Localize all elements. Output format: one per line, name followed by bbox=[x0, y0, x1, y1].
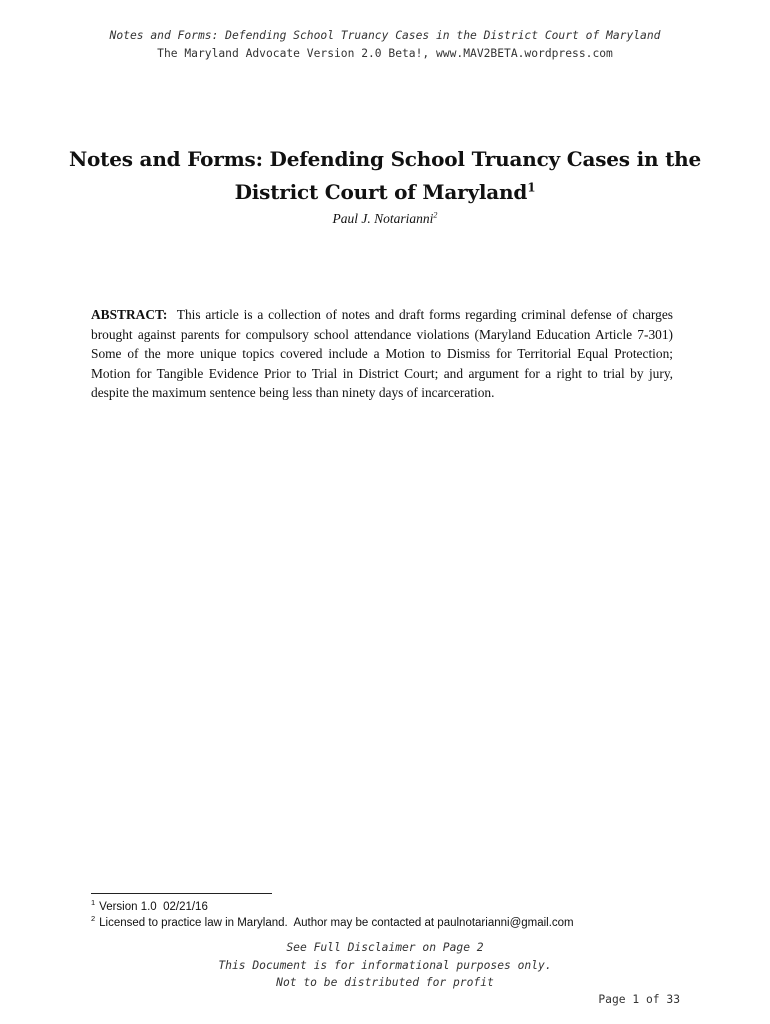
author-name: Paul J. Notarianni bbox=[332, 211, 434, 226]
document-title bbox=[60, 143, 710, 209]
footnote-divider bbox=[91, 893, 272, 894]
header-publication: The Maryland Advocate Version 2.0 Beta!, www.MAV2BETA.wordpress.com bbox=[157, 46, 613, 60]
title-footnote-ref: 1 bbox=[527, 180, 536, 195]
abstract-label: ABSTRACT: bbox=[91, 307, 168, 322]
footer-distribution-note: Not to be distributed for profit bbox=[276, 976, 494, 989]
footer-disclaimer-ref: See Full Disclaimer on Page 2 bbox=[286, 941, 484, 954]
abstract-text: This article is a collection of notes and draft forms regarding criminal defense of charges brought against parents for compulsory school attendance violations (Maryland Education Article 7-301) Some of the more unique topics covered include a Motion to Dismiss for Territorial Equal Protection; Motion for Tangible Evidence Prior to Trial in District Court; and argument for a right to trial by jury, despite the maximum sentence being less than ninety days of incarceration. bbox=[91, 307, 673, 401]
footer-informational-note: This Document is for informational purposes only. bbox=[218, 958, 552, 972]
title-text: Notes and Forms: Defending School Truancy Cases in the District Court of Maryland bbox=[68, 147, 702, 204]
footnote-text: Version 1.0 02/21/16 bbox=[99, 901, 208, 913]
author-line bbox=[60, 210, 710, 228]
running-header bbox=[100, 27, 670, 62]
header-title: Notes and Forms: Defending School Truancy Cases in the District Court of Maryland bbox=[109, 29, 661, 42]
footnote-mark: 1 bbox=[91, 898, 96, 908]
footnote-text: Licensed to practice law in Maryland. Author may be contacted at paulnotarianni@gmail.com bbox=[99, 916, 574, 929]
footnote-mark: 2 bbox=[91, 913, 96, 923]
abstract-paragraph bbox=[91, 305, 673, 403]
author-footnote-ref: 2 bbox=[433, 210, 438, 220]
page-number: Page 1 of 33 bbox=[598, 993, 680, 1006]
footnote-item bbox=[91, 913, 691, 932]
footnotes bbox=[91, 900, 691, 931]
disclaimer-footer bbox=[100, 939, 670, 992]
footnote-item bbox=[91, 900, 691, 916]
